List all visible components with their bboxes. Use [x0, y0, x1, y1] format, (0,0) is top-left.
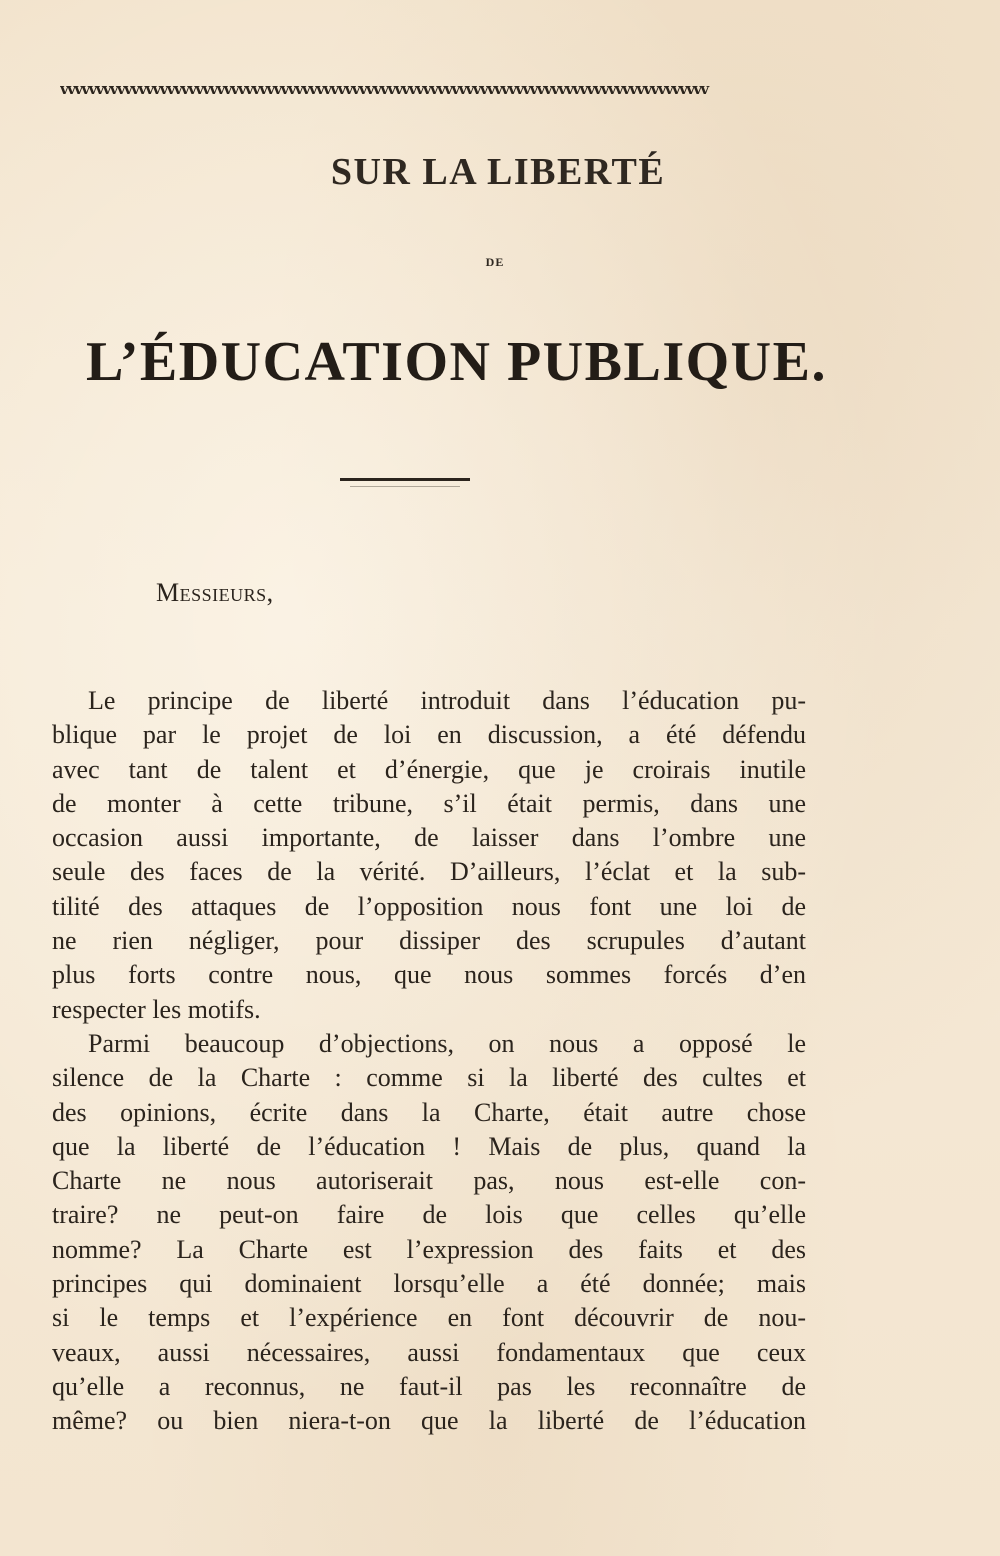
text-line: même? ou bien niera-t-on que la liberté de l’éducation [52, 1406, 806, 1436]
text-line: que la liberté de l’éducation ! Mais de plus, quand la [52, 1131, 806, 1161]
text-line: Parmi beaucoup d’objections, on nous a opposé le [88, 1028, 806, 1058]
text-line: Charte ne nous autoriserait pas, nous est-elle con- [52, 1166, 806, 1196]
text-line: veaux, aussi nécessaires, aussi fondamentaux que ceux [52, 1337, 806, 1367]
salutation: Messieurs, [156, 578, 274, 607]
text-line: occasion aussi importante, de laisser dans l’ombre une [52, 823, 806, 853]
title-divider-rule [340, 478, 470, 481]
text-line: principes qui dominaient lorsqu’elle a été donnée; mais [52, 1269, 806, 1299]
body-text [52, 684, 806, 1439]
text-line: ne rien négliger, pour dissiper des scrupules d’autant [52, 926, 806, 956]
text-line: blique par le projet de loi en discussion, a été défendu [52, 720, 806, 750]
text-line: traire? ne peut-on faire de lois que celles qu’elle [52, 1200, 806, 1230]
text-line: plus forts contre nous, que nous sommes forcés d’en [52, 960, 806, 990]
text-line: silence de la Charte : comme si la liberté des cultes et [52, 1063, 806, 1093]
title-divider-underline [350, 486, 460, 487]
text-line: si le temps et l’expérience en font découvrir de nou- [52, 1303, 806, 1333]
text-line: de monter à cette tribune, s’il était permis, dans une [52, 788, 806, 818]
text-line: qu’elle a reconnus, ne faut-il pas les reconnaître de [52, 1371, 806, 1401]
text-line: tilité des attaques de l’opposition nous font une loi de [52, 891, 806, 921]
text-line: des opinions, écrite dans la Charte, était autre chose [52, 1097, 806, 1127]
text-line: respecter les motifs. [52, 994, 261, 1024]
title-line-2: L’ÉDUCATION PUBLIQUE. [86, 331, 827, 393]
text-line: Le principe de liberté introduit dans l’éducation pu- [88, 686, 806, 715]
title-line-1: SUR LA LIBERTÉ [330, 151, 666, 193]
text-line: avec tant de talent et d’énergie, que je croirais inutile [52, 754, 806, 784]
text-line: nomme? La Charte est l’expression des faits et des [52, 1234, 806, 1264]
text-line: seule des faces de la vérité. D’ailleurs, l’éclat et la sub- [52, 857, 806, 887]
title-connector: DE [485, 255, 505, 269]
ornamental-header-rule: vvvvvvvvvvvvvvvvvvvvvvvvvvvvvvvvvvvvvvvvvvvvvvvvvvvvvvvvvvvvvvvvvvvvvvvvvvvvvvvvvvvvvvvvvvv [60, 80, 708, 98]
